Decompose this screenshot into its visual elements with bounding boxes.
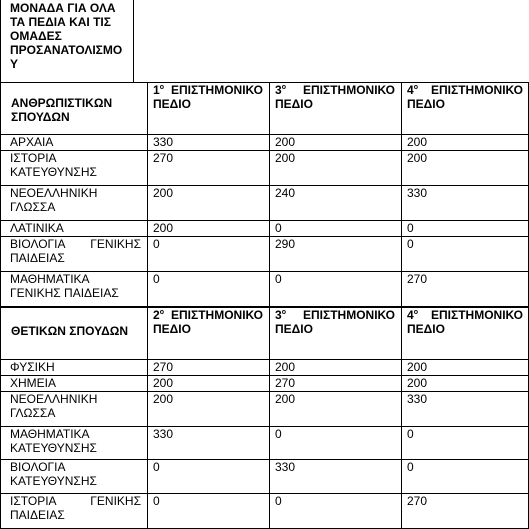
field-header-line2: ΠΕΔΙΟ bbox=[153, 97, 191, 111]
subject-line: ΒΙΟΛΟΓΙΑ bbox=[10, 460, 66, 474]
points-value bbox=[148, 236, 269, 271]
points-value bbox=[402, 459, 529, 493]
header-line: Υ bbox=[10, 57, 19, 71]
field-ordinal: ο bbox=[413, 309, 418, 316]
points-value-text: 0 bbox=[407, 221, 414, 235]
sciences-group-title bbox=[1, 307, 147, 359]
subject-line: ΦΥΣΙΚΗ bbox=[10, 360, 55, 374]
points-value bbox=[270, 134, 401, 150]
points-value-text: 200 bbox=[275, 151, 296, 165]
subject-cell bbox=[1, 185, 147, 220]
points-value-text: 330 bbox=[407, 392, 428, 406]
table-rule bbox=[0, 82, 529, 83]
points-value-text: 0 bbox=[153, 237, 160, 251]
points-value bbox=[402, 150, 529, 185]
table-rule bbox=[269, 82, 270, 306]
points-value-text: 200 bbox=[407, 135, 428, 149]
field-number: $3^o$ bbox=[275, 83, 286, 97]
points-value bbox=[402, 391, 529, 426]
points-value-text: 330 bbox=[153, 135, 174, 149]
points-value-text: 270 bbox=[153, 360, 174, 374]
points-value bbox=[270, 150, 401, 185]
table-rule bbox=[0, 82, 1, 306]
points-value-text: 330 bbox=[407, 186, 428, 200]
points-value bbox=[402, 220, 529, 236]
points-value-text: 200 bbox=[407, 360, 428, 374]
field-number: $2^o$ bbox=[153, 308, 164, 322]
subject-line: ΓΕΝΙΚΗΣ ΠΑΙΔΕΙΑΣ bbox=[10, 286, 119, 300]
table-rule bbox=[269, 307, 270, 528]
field-header-line bbox=[275, 83, 395, 97]
points-value-text: 200 bbox=[275, 360, 296, 374]
points-value-text: 270 bbox=[275, 376, 296, 390]
subject-line: ΚΑΤΕΥΘΥΝΣΗΣ bbox=[10, 165, 97, 179]
points-value bbox=[148, 134, 269, 150]
field-header bbox=[148, 82, 269, 134]
points-value-text: 0 bbox=[153, 494, 160, 508]
points-value-text: 290 bbox=[275, 237, 296, 251]
points-value bbox=[270, 236, 401, 271]
points-value bbox=[270, 459, 401, 493]
points-value bbox=[402, 375, 529, 391]
field-ordinal: ο bbox=[281, 309, 286, 316]
points-value-text: 200 bbox=[407, 151, 428, 165]
subject-cell bbox=[1, 426, 147, 459]
points-value-text: 0 bbox=[153, 460, 160, 474]
field-header-line bbox=[407, 83, 523, 97]
field-number: $4^o$ bbox=[407, 308, 418, 322]
points-value-text: 0 bbox=[275, 427, 282, 441]
subject-line: ΚΑΤΕΥΘΥΝΣΗΣ bbox=[10, 474, 97, 488]
subject-cell bbox=[1, 134, 147, 150]
field-header bbox=[402, 307, 529, 359]
header-line: ΠΡΟΣΑΝΑΤΟΛΙΣΜΟ bbox=[10, 43, 123, 57]
points-value bbox=[148, 271, 269, 306]
field-word: ΕΠΙΣΤΗΜΟΝΙΚΟ bbox=[303, 308, 395, 322]
points-value bbox=[402, 493, 529, 528]
points-value bbox=[270, 185, 401, 220]
subject-line: ΠΑΙΔΕΙΑΣ bbox=[10, 508, 65, 522]
field-header-line bbox=[153, 308, 263, 322]
points-value-text: 0 bbox=[275, 494, 282, 508]
field-word: ΕΠΙΣΤΗΜΟΝΙΚΟ bbox=[171, 83, 263, 97]
header-line: ΜΟΝΑΔΑ ΓΙΑ ΟΛΑ bbox=[10, 1, 116, 15]
table-rule bbox=[133, 0, 134, 82]
subject-cell bbox=[1, 375, 147, 391]
points-value bbox=[270, 493, 401, 528]
points-value-text: 200 bbox=[275, 135, 296, 149]
field-number: $4^o$ bbox=[407, 83, 418, 97]
group-title-line: ΑΝΘΡΩΠΙΣΤΙΚΩΝ bbox=[11, 96, 113, 110]
points-value-text: 0 bbox=[407, 460, 414, 474]
field-header bbox=[148, 307, 269, 359]
points-value-text: 200 bbox=[153, 376, 174, 390]
field-header-line2: ΠΕΔΙΟ bbox=[407, 97, 445, 111]
table-rule bbox=[0, 307, 529, 308]
points-value bbox=[148, 459, 269, 493]
subject-line: ΓΛΩΣΣΑ bbox=[10, 406, 56, 420]
field-header bbox=[270, 307, 401, 359]
field-ordinal: ο bbox=[159, 84, 164, 91]
field-header-line bbox=[407, 308, 523, 322]
header-block bbox=[1, 0, 133, 82]
field-header-line bbox=[153, 83, 263, 97]
points-value bbox=[148, 493, 269, 528]
points-value bbox=[402, 359, 529, 375]
table-rule bbox=[401, 82, 402, 306]
points-value bbox=[148, 185, 269, 220]
points-value bbox=[148, 426, 269, 459]
field-number: $3^o$ bbox=[275, 308, 286, 322]
table-rule bbox=[147, 82, 148, 306]
points-value bbox=[270, 359, 401, 375]
subject-cell bbox=[1, 150, 147, 185]
subject-cell bbox=[1, 391, 147, 426]
points-value bbox=[148, 375, 269, 391]
field-header-line2: ΠΕΔΙΟ bbox=[275, 322, 313, 336]
field-header-line2: ΠΕΔΙΟ bbox=[153, 322, 191, 336]
humanities-group-title bbox=[1, 82, 147, 134]
points-value bbox=[402, 134, 529, 150]
points-value bbox=[148, 150, 269, 185]
points-value-text: 240 bbox=[275, 186, 296, 200]
header-line: ΤΑ ΠΕΔΙΑ ΚΑΙ ΤΙΣ bbox=[10, 15, 111, 29]
field-word: ΕΠΙΣΤΗΜΟΝΙΚΟ bbox=[303, 83, 395, 97]
points-value-text: 0 bbox=[407, 427, 414, 441]
points-value bbox=[148, 391, 269, 426]
points-value bbox=[148, 220, 269, 236]
field-header bbox=[270, 82, 401, 134]
points-value bbox=[270, 426, 401, 459]
field-ordinal: ο bbox=[281, 84, 286, 91]
field-word: ΕΠΙΣΤΗΜΟΝΙΚΟ bbox=[431, 83, 523, 97]
points-value-text: 270 bbox=[153, 151, 174, 165]
points-value bbox=[270, 391, 401, 426]
subject-line: ΒΙΟΛΟΓΙΑ ΓΕΝΙΚΗΣ bbox=[10, 237, 141, 251]
points-value bbox=[270, 375, 401, 391]
subject-line: ΝΕΟΕΛΛΗΝΙΚΗ bbox=[10, 392, 98, 406]
field-ordinal: ο bbox=[413, 84, 418, 91]
table-rule bbox=[401, 307, 402, 528]
subject-line: ΑΡΧΑΙΑ bbox=[10, 135, 54, 149]
points-value bbox=[402, 236, 529, 271]
table-rule bbox=[0, 307, 1, 528]
subject-cell bbox=[1, 493, 147, 528]
points-value-text: 0 bbox=[407, 237, 414, 251]
field-header-line2: ΠΕΔΙΟ bbox=[275, 97, 313, 111]
header-line: ΟΜΑΔΕΣ bbox=[10, 29, 62, 43]
points-value-text: 0 bbox=[153, 272, 160, 286]
subject-cell bbox=[1, 220, 147, 236]
subject-line: ΜΑΘΗΜΑΤΙΚΑ bbox=[10, 272, 90, 286]
points-value bbox=[402, 271, 529, 306]
points-value bbox=[402, 426, 529, 459]
field-header-line bbox=[275, 308, 395, 322]
subject-line: ΝΕΟΕΛΛΗΝΙΚΗ bbox=[10, 186, 98, 200]
points-value-text: 270 bbox=[407, 494, 428, 508]
subject-line: ΚΑΤΕΥΘΥΝΣΗΣ bbox=[10, 441, 97, 455]
points-value bbox=[402, 185, 529, 220]
field-number: $1^o$ bbox=[153, 83, 164, 97]
subject-line: ΠΑΙΔΕΙΑΣ bbox=[10, 251, 65, 265]
points-value bbox=[270, 220, 401, 236]
group-title-line: ΘΕΤΙΚΩΝ ΣΠΟΥΔΩΝ bbox=[11, 324, 128, 338]
field-header-line2: ΠΕΔΙΟ bbox=[407, 322, 445, 336]
points-value-text: 0 bbox=[275, 221, 282, 235]
points-value-text: 200 bbox=[153, 186, 174, 200]
points-value-text: 330 bbox=[153, 427, 174, 441]
subject-cell bbox=[1, 459, 147, 493]
subject-line: ΛΑΤΙΝΙΚΑ bbox=[10, 221, 64, 235]
points-value bbox=[270, 271, 401, 306]
subject-line: ΙΣΤΟΡΙΑ ΓΕΝΙΚΗΣ bbox=[10, 494, 141, 508]
subject-cell bbox=[1, 271, 147, 306]
table-rule bbox=[147, 307, 148, 528]
points-value-text: 200 bbox=[153, 392, 174, 406]
subject-line: ΧΗΜΕΙΑ bbox=[10, 376, 57, 390]
points-value-text: 0 bbox=[275, 272, 282, 286]
field-word: ΕΠΙΣΤΗΜΟΝΙΚΟ bbox=[171, 308, 263, 322]
subject-cell bbox=[1, 236, 147, 271]
points-value-text: 270 bbox=[407, 272, 428, 286]
field-header bbox=[402, 82, 529, 134]
subject-line: ΜΑΘΗΜΑΤΙΚΑ bbox=[10, 427, 90, 441]
points-value-text: 200 bbox=[153, 221, 174, 235]
group-title-line: ΣΠΟΥΔΩΝ bbox=[11, 110, 70, 124]
points-value-text: 200 bbox=[407, 376, 428, 390]
points-value-text: 200 bbox=[275, 392, 296, 406]
field-ordinal: ο bbox=[159, 309, 164, 316]
subject-line: ΓΛΩΣΣΑ bbox=[10, 200, 56, 214]
subject-line: ΙΣΤΟΡΙΑ bbox=[10, 151, 57, 165]
field-word: ΕΠΙΣΤΗΜΟΝΙΚΟ bbox=[431, 308, 523, 322]
points-value bbox=[148, 359, 269, 375]
subject-cell bbox=[1, 359, 147, 375]
points-value-text: 330 bbox=[275, 460, 296, 474]
